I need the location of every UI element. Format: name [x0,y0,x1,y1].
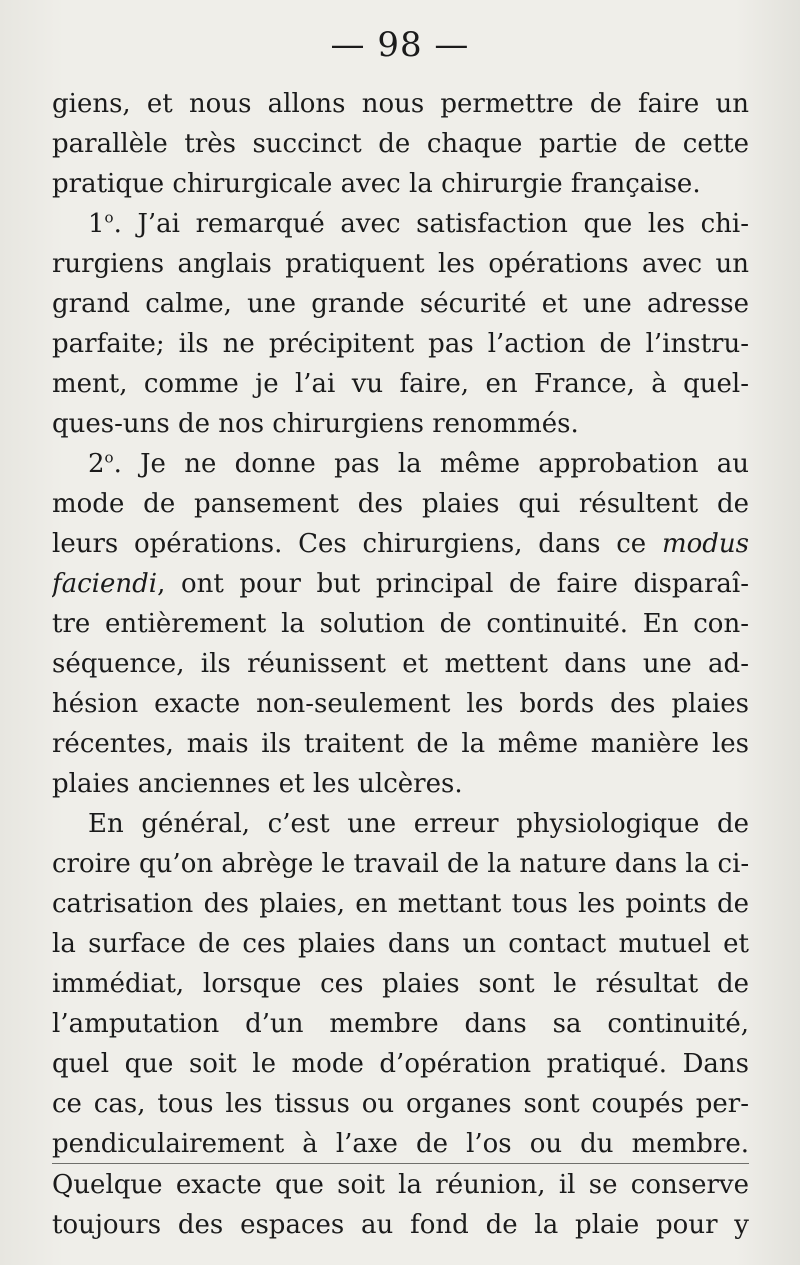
text-line: quel que soit le mode d’opération pratiqué. Dans [52,1049,749,1079]
text-line-content: , ont pour but principal de faire disparaî- [157,569,749,599]
text-line: parallèle très succinct de chaque partie de cette [52,129,749,159]
text-line-content: . J’ai remarqué avec satisfaction que les chi- [113,209,749,239]
text-line: En général, c’est une erreur physiologique de [88,809,749,839]
latin-phrase: faciendi [52,569,158,599]
text-line: tre entièrement la solution de continuité. En con- [52,609,749,639]
page-number-prefix: — [330,25,378,65]
text-line: récentes, mais ils traitent de la même manière les [52,729,749,759]
text-line [52,204,749,244]
text-line: ment, comme je l’ai vu faire, en France, à quel- [52,369,749,399]
page-number-value: 98 [377,25,423,65]
text-line: parfaite; ils ne précipitent pas l’action de l’instru- [52,329,749,359]
text-line: pendiculairement à l’axe de l’os ou du membre. [52,1124,749,1164]
text-line [52,564,749,604]
text-line: giens, et nous allons nous permettre de faire un [52,89,749,119]
paragraph-marker: 1 [88,209,105,239]
text-line-content: leurs opérations. Ces chirurgiens, dans ce [52,529,662,559]
latin-phrase: modus [661,529,749,559]
text-line: ce cas, tous les tissus ou organes sont coupés per- [52,1089,749,1119]
text-line: l’amputation d’un membre dans sa continuité, [52,1009,749,1039]
text-line: plaies anciennes et les ulcères. [52,769,463,799]
text-line: pratique chirurgicale avec la chirurgie française. [52,169,701,199]
page-number [0,25,800,65]
body-text [52,84,749,1245]
text-line: ques-uns de nos chirurgiens renommés. [52,409,579,439]
paragraph-marker-sup: o [104,208,114,227]
text-line: mode de pansement des plaies qui résultent de [52,489,749,519]
paragraph-marker: 2 [88,449,105,479]
text-line [52,444,749,484]
text-line: catrisation des plaies, en mettant tous les points de [52,889,749,919]
text-line: la surface de ces plaies dans un contact mutuel et [52,929,749,959]
text-line: Quelque exacte que soit la réunion, il se conserve [52,1170,749,1200]
text-line: croire qu’on abrège le travail de la nature dans la ci- [52,849,749,879]
paragraph-marker-sup: o [104,448,114,467]
text-line-content: . Je ne donne pas la même approbation au [113,449,749,479]
text-line: toujours des espaces au fond de la plaie pour y [52,1210,749,1240]
text-line: immédiat, lorsque ces plaies sont le résultat de [52,969,749,999]
text-line: grand calme, une grande sécurité et une adresse [52,289,749,319]
text-line [52,524,749,564]
text-line: hésion exacte non-seulement les bords des plaies [52,689,749,719]
text-line: séquence, ils réunissent et mettent dans une ad- [52,649,749,679]
text-line: rurgiens anglais pratiquent les opérations avec un [52,249,749,279]
page-number-suffix: — [422,25,470,65]
